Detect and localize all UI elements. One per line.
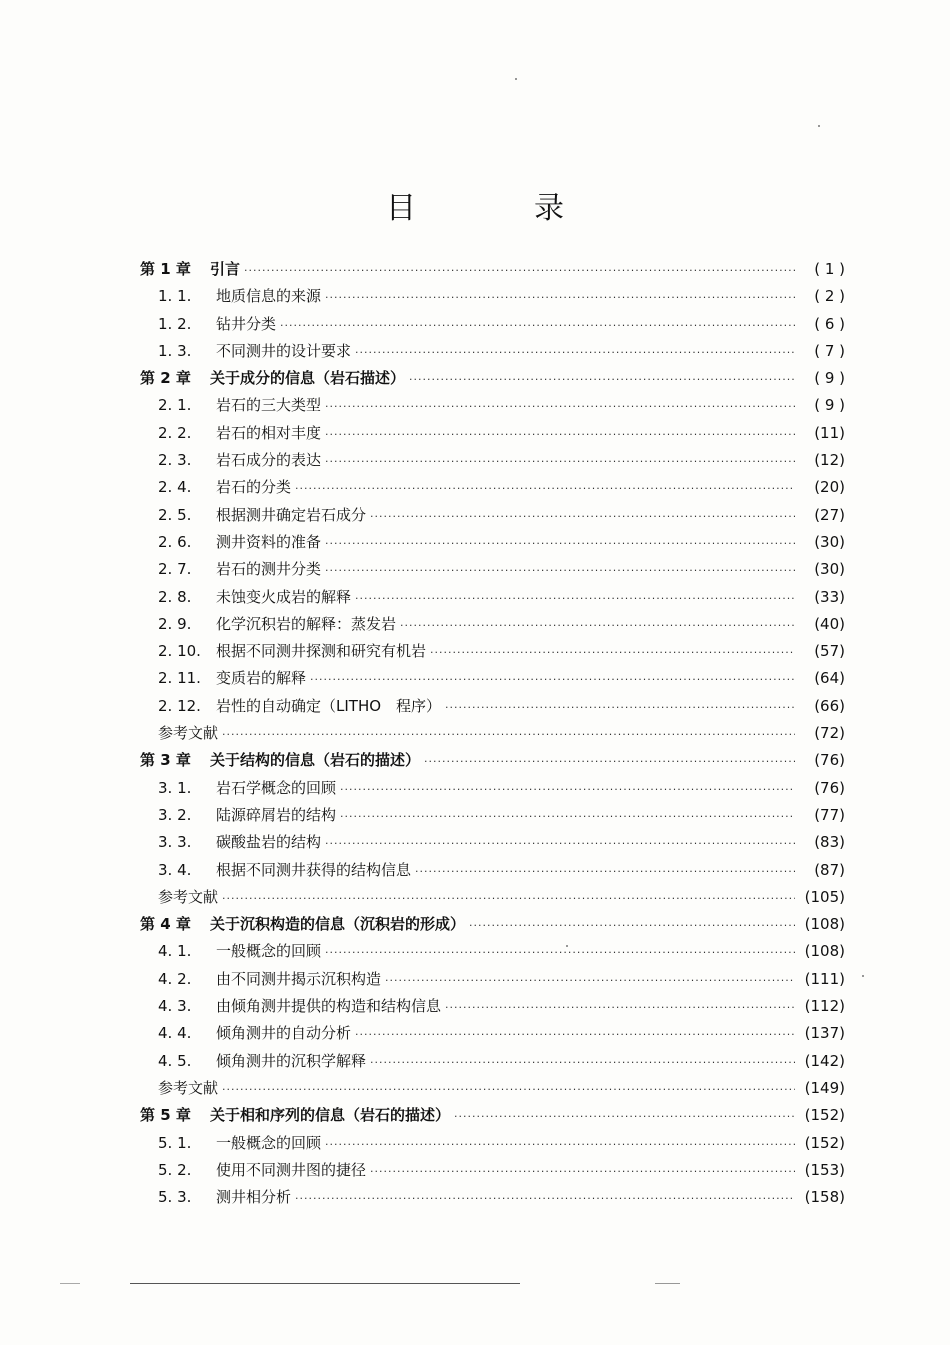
toc-entry-title: 测井资料的准备 xyxy=(216,532,322,551)
toc-entry-number: 3. 1. xyxy=(158,778,192,797)
toc-section-row xyxy=(140,995,845,1022)
dot-leader xyxy=(445,1001,795,1014)
scan-speck xyxy=(862,975,864,977)
toc-entry-title: 未蚀变火成岩的解释 xyxy=(216,587,352,606)
toc-section-row xyxy=(140,313,845,340)
toc-entry-title: 关于相和序列的信息（岩石的描述） xyxy=(210,1106,451,1125)
toc-entry-title: 引言 xyxy=(210,260,241,278)
toc-entry-title: 岩石成分的表达 xyxy=(216,451,322,470)
toc-entry-title: 碳酸盐岩的结构 xyxy=(216,833,322,852)
toc-entry-title: 陆源碎屑岩的结构 xyxy=(216,805,337,824)
toc-entry-number: 4. 3. xyxy=(158,997,192,1016)
footer-rule xyxy=(655,1283,680,1284)
toc-section-row xyxy=(140,667,845,694)
dot-leader xyxy=(222,892,795,905)
toc-section-row xyxy=(140,613,845,640)
toc-section-row xyxy=(140,1022,845,1049)
toc-entry-title: 不同测井的设计要求 xyxy=(216,341,352,360)
dot-leader xyxy=(222,1083,795,1096)
toc-ref-row xyxy=(140,1077,845,1104)
toc-section-row xyxy=(140,340,845,367)
dot-leader xyxy=(325,564,795,577)
toc-page-number: (108) xyxy=(804,915,845,934)
toc-entry-title: 由不同测井揭示沉积构造 xyxy=(216,969,382,988)
toc-entry-number: 2. 6. xyxy=(158,532,192,551)
toc-entry-number: 2. 1. xyxy=(158,396,192,415)
dot-leader xyxy=(370,1056,795,1069)
toc-section-row xyxy=(140,1186,845,1213)
toc-page-number: (112) xyxy=(804,997,845,1016)
toc-entry-title: 关于结构的信息（岩石的描述） xyxy=(210,751,421,770)
toc-entry-title: 岩石学概念的回顾 xyxy=(216,778,337,797)
toc-page-number: (158) xyxy=(804,1188,845,1207)
toc-page-number: ( 1 ) xyxy=(814,260,845,278)
dot-leader xyxy=(340,810,795,823)
dot-leader xyxy=(445,701,795,714)
toc-entry-number: 2. 8. xyxy=(158,587,192,606)
dot-leader xyxy=(355,1028,795,1041)
toc-ref-row xyxy=(140,722,845,749)
toc-section-row xyxy=(140,476,845,503)
toc-section-row xyxy=(140,586,845,613)
toc-entry-number: 2. 9. xyxy=(158,614,192,633)
toc-section-row xyxy=(140,695,845,722)
dot-leader xyxy=(415,865,795,878)
toc-entry-number: 2. 10. xyxy=(158,642,201,661)
toc-page-number: (108) xyxy=(804,942,845,961)
toc-entry-number: 4. 4. xyxy=(158,1024,192,1043)
toc-page-number: (152) xyxy=(804,1133,845,1152)
toc-section-row xyxy=(140,940,845,967)
toc-page-number: ( 9 ) xyxy=(814,396,845,415)
dot-leader xyxy=(295,1192,795,1205)
toc-page-number: (66) xyxy=(814,696,845,715)
dot-leader xyxy=(355,346,795,359)
toc-entry-number: 4. 2. xyxy=(158,969,192,988)
dot-leader xyxy=(340,783,795,796)
toc-entry-title: 钻井分类 xyxy=(216,314,277,333)
dot-leader xyxy=(370,1165,795,1178)
page-title: 目 录 xyxy=(386,191,608,226)
toc-entry-title: 参考文献 xyxy=(158,887,219,906)
dot-leader xyxy=(325,400,795,413)
toc-page-number: (27) xyxy=(814,505,845,524)
toc-entry-title: 测井相分析 xyxy=(216,1188,292,1207)
dot-leader xyxy=(424,755,795,768)
toc-section-row xyxy=(140,804,845,831)
toc-entry-title: 由倾角测井提供的构造和结构信息 xyxy=(216,997,442,1016)
toc-page-number: ( 2 ) xyxy=(814,287,845,306)
dot-leader xyxy=(222,728,795,741)
dot-leader xyxy=(280,319,795,332)
dot-leader xyxy=(469,919,795,932)
toc-entry-title: 变质岩的解释 xyxy=(216,669,307,688)
toc-section-row xyxy=(140,394,845,421)
toc-entry-title: 岩石的分类 xyxy=(216,478,292,497)
toc-entry-title: 参考文献 xyxy=(158,724,219,743)
toc-page-number: (152) xyxy=(804,1106,845,1125)
toc-page-number: (40) xyxy=(814,614,845,633)
toc-entry-title: 根据测井确定岩石成分 xyxy=(216,505,367,524)
toc-page-number: (72) xyxy=(814,724,845,743)
toc-entry-number: 2. 2. xyxy=(158,423,192,442)
toc-entry-title: 地质信息的来源 xyxy=(216,287,322,306)
toc-entry-title: 参考文献 xyxy=(158,1078,219,1097)
toc-section-row xyxy=(140,1132,845,1159)
toc-page-number: (137) xyxy=(804,1024,845,1043)
dot-leader xyxy=(325,455,795,468)
toc-page-number: (149) xyxy=(804,1078,845,1097)
dot-leader xyxy=(325,291,795,304)
toc-chapter-row xyxy=(140,1104,845,1131)
toc-section-row xyxy=(140,531,845,558)
toc-page-number: ( 9 ) xyxy=(814,369,845,388)
toc-page-number: (77) xyxy=(814,805,845,824)
dot-leader xyxy=(325,1138,795,1151)
toc-entry-number: 2. 3. xyxy=(158,451,192,470)
toc-section-row xyxy=(140,285,845,312)
toc-ref-row xyxy=(140,886,845,913)
toc-entry-number: 2. 12. xyxy=(158,696,201,715)
dot-leader xyxy=(370,510,795,523)
toc-entry-title: 岩石的相对丰度 xyxy=(216,423,322,442)
toc-page-number: ( 6 ) xyxy=(814,314,845,333)
toc-page-number: ( 7 ) xyxy=(814,341,845,360)
footer-rule xyxy=(60,1283,80,1284)
toc-entry-number: 3. 3. xyxy=(158,833,192,852)
toc-entry-title: 根据不同测井获得的结构信息 xyxy=(216,860,412,879)
toc-page-number: (142) xyxy=(804,1051,845,1070)
dot-leader xyxy=(325,837,795,850)
toc-page-number: (30) xyxy=(814,560,845,579)
dot-leader xyxy=(430,646,795,659)
toc-section-row xyxy=(140,968,845,995)
toc-entry-number: 第 3 章 xyxy=(140,751,191,770)
toc-entry-title: 使用不同测井图的捷径 xyxy=(216,1160,367,1179)
toc-chapter-row xyxy=(140,913,845,940)
toc-entry-number: 2. 4. xyxy=(158,478,192,497)
toc-entry-title: 倾角测井的沉积学解释 xyxy=(216,1051,367,1070)
toc-entry-title: 化学沉积岩的解释：蒸发岩 xyxy=(216,614,397,633)
toc-page-number: (76) xyxy=(814,778,845,797)
toc-chapter-row xyxy=(140,367,845,394)
toc-entry-title: 岩石的三大类型 xyxy=(216,396,322,415)
dot-leader xyxy=(325,428,795,441)
dot-leader xyxy=(454,1110,795,1123)
toc-entry-number: 2. 5. xyxy=(158,505,192,524)
toc-page-number: (30) xyxy=(814,532,845,551)
footer-rule xyxy=(130,1283,520,1284)
toc-entry-title: 岩性的自动确定（LITHO 程序） xyxy=(216,696,442,715)
toc-entry-title: 一般概念的回顾 xyxy=(216,1133,322,1152)
toc-page-number: (12) xyxy=(814,451,845,470)
toc-section-row xyxy=(140,831,845,858)
toc-entry-title: 根据不同测井探测和研究有机岩 xyxy=(216,642,427,661)
toc-entry-number: 1. 3. xyxy=(158,341,192,360)
dot-leader xyxy=(310,673,795,686)
toc-entry-title: 关于沉积构造的信息（沉积岩的形成） xyxy=(210,915,466,934)
toc-entry-number: 4. 1. xyxy=(158,942,192,961)
toc-section-row xyxy=(140,1050,845,1077)
toc-section-row xyxy=(140,640,845,667)
toc-entry-number: 第 1 章 xyxy=(140,260,191,278)
toc-entry-number: 3. 4. xyxy=(158,860,192,879)
toc-section-row xyxy=(140,422,845,449)
toc-section-row xyxy=(140,449,845,476)
toc-page-number: (64) xyxy=(814,669,845,688)
toc-chapter-row xyxy=(140,749,845,776)
toc-entry-number: 2. 11. xyxy=(158,669,201,688)
toc-entry-number: 5. 2. xyxy=(158,1160,192,1179)
toc-entry-number: 第 2 章 xyxy=(140,369,191,388)
scan-speck xyxy=(566,945,568,947)
dot-leader xyxy=(355,592,795,605)
dot-leader xyxy=(409,373,795,386)
toc-entry-number: 2. 7. xyxy=(158,560,192,579)
toc-entry-number: 第 5 章 xyxy=(140,1106,191,1125)
dot-leader xyxy=(385,974,795,987)
toc-page-number: (11) xyxy=(814,423,845,442)
dot-leader xyxy=(325,946,795,959)
toc-page-number: (87) xyxy=(814,860,845,879)
toc-page-number: (57) xyxy=(814,642,845,661)
toc-page-number: (33) xyxy=(814,587,845,606)
toc-section-row xyxy=(140,504,845,531)
scan-speck xyxy=(818,125,820,127)
toc-entry-number: 5. 1. xyxy=(158,1133,192,1152)
toc-entry-number: 4. 5. xyxy=(158,1051,192,1070)
dot-leader xyxy=(295,482,795,495)
toc-entry-number: 3. 2. xyxy=(158,805,192,824)
dot-leader xyxy=(400,619,795,632)
toc-section-row xyxy=(140,777,845,804)
toc-section-row xyxy=(140,558,845,585)
toc-entry-number: 1. 1. xyxy=(158,287,192,306)
toc-chapter-row xyxy=(140,258,845,285)
toc-page-number: (76) xyxy=(814,751,845,770)
toc-page-number: (83) xyxy=(814,833,845,852)
toc-section-row xyxy=(140,859,845,886)
toc-page-number: (111) xyxy=(804,969,845,988)
table-of-contents xyxy=(140,258,845,1213)
toc-entry-number: 1. 2. xyxy=(158,314,192,333)
toc-entry-title: 关于成分的信息（岩石描述） xyxy=(210,369,406,388)
scan-speck xyxy=(515,78,517,80)
toc-page-number: (20) xyxy=(814,478,845,497)
toc-section-row xyxy=(140,1159,845,1186)
dot-leader xyxy=(325,537,795,550)
toc-page-number: (153) xyxy=(804,1160,845,1179)
toc-entry-title: 倾角测井的自动分析 xyxy=(216,1024,352,1043)
toc-entry-number: 5. 3. xyxy=(158,1188,192,1207)
toc-page-number: (105) xyxy=(804,887,845,906)
dot-leader xyxy=(244,264,795,277)
toc-entry-title: 一般概念的回顾 xyxy=(216,942,322,961)
toc-entry-title: 岩石的测井分类 xyxy=(216,560,322,579)
toc-entry-number: 第 4 章 xyxy=(140,915,191,934)
